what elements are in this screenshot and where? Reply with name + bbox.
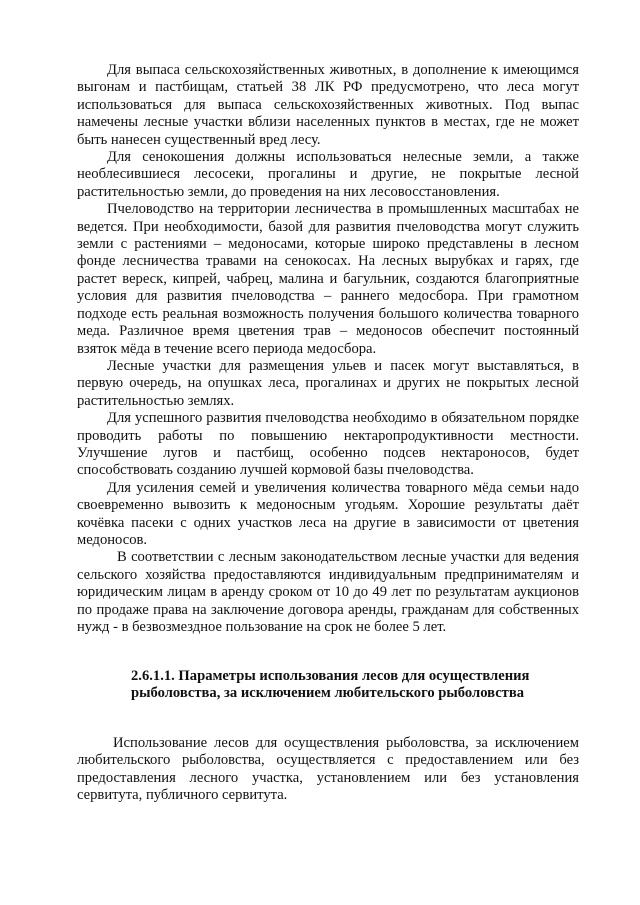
body-text-block <box>77 62 579 636</box>
paragraph-apiary-migration: Для усиления семей и увеличения количества товарного мёда семьи надо своевременно вывозить к медоносным угодьям. Хорошие результаты даёт кочёвка пасеки с одних участков леса на другие в зависимости от цветения медоносов. <box>77 479 579 548</box>
paragraph-grazing: Для выпаса сельскохозяйственных животных, в дополнение к имеющимся выгонам и пастбищам, статьей 38 ЛК РФ предусмотрено, что леса могут использоваться для выпаса сельскохозяйственных животных. Под выпас намечены лесные участки вблизи населенных пунктов в местах, где не может быть нанесен существенный вред лесу. <box>77 62 579 148</box>
paragraph-beekeeping: Пчеловодство на территории лесничества в промышленных масштабах не ведется. При необходимости, базой для развития пчеловодства могут служить земли с растениями – медоносами, которые широко представлены в лесном фонде лесничества травами на сенокосах. На лесных вырубках и гарях, где растет вереск, кипрей, чабрец, малина и багульник, создаются благоприятные условия для развития пчеловодства – раннего медосбора. При грамотном подходе есть реальная возможность получения большого количества товарного меда. Различное время цветения трав – медоносов обеспечит постоянный взяток мёда в течение всего периода медосбора. <box>77 201 579 357</box>
paragraph-nectar-productivity: Для успешного развития пчеловодства необходимо в обязательном порядке проводить работы по повышению нектаропродуктивности местности. Улучшение лугов и пастбищ, особенно подсев нектароносов, будет способствовать созданию лучшей кормовой базы пчеловодства. <box>77 410 579 479</box>
paragraph-haymaking: Для сенокошения должны использоваться нелесные земли, а также необлесившиеся лесосеки, прогалины и другие, не покрытые лесной растительностью земли, до проведения на них лесовосстановления. <box>77 149 579 200</box>
section-heading: 2.6.1.1. Параметры использования лесов для осуществления рыболовства, за исключением любительского рыболовства <box>131 668 530 702</box>
paragraph-hive-placement: Лесные участки для размещения ульев и пасек могут выставляться, в первую очередь, на опушках леса, прогалинах и других не покрытых лесной растительностью землях. <box>77 357 579 409</box>
paragraph-fishing: Использование лесов для осуществления рыболовства, за исключением любительского рыболовства, осуществляется с предоставлением или без предоставления лесного участка, установлением или без установления сервитута, публичного сервитута. <box>77 735 579 804</box>
paragraph-land-lease: В соответствии с лесным законодательством лесные участки для ведения сельского хозяйства предоставляются индивидуальным предпринимателям и юридическим лицам в аренду сроком от 10 до 49 лет по результатам аукционов по продаже права на заключение договора аренды, гражданам для собственных нужд - в безвозмездное пользование на срок не более 5 лет. <box>77 549 579 635</box>
